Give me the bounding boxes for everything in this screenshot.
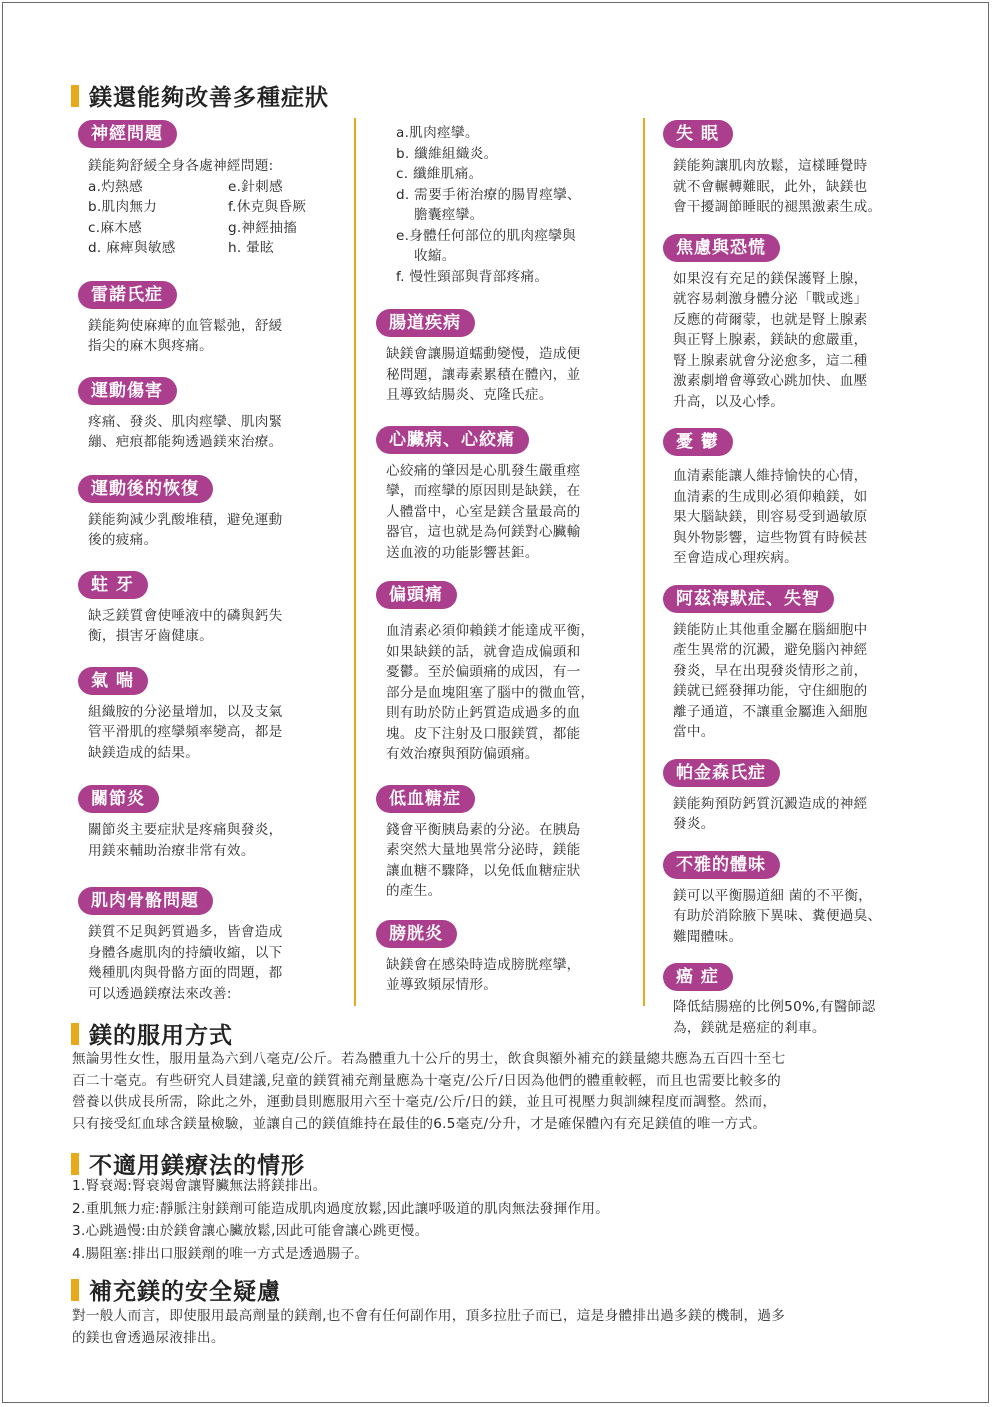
topic-heading: 偏頭痛	[376, 581, 457, 609]
column-2	[376, 123, 638, 1012]
section-title-dosage: 鎂的服用方式	[71, 1017, 233, 1050]
list-item: e.身體任何部位的肌肉痙攣與	[396, 227, 577, 244]
topic-heading: 雷諾氏症	[78, 281, 177, 309]
topic-heading: 運動後的恢復	[78, 475, 213, 503]
list-item: 3.心跳過慢:由於鎂會讓心臟放鬆,因此可能會讓心跳更慢。	[72, 1223, 429, 1239]
title-bar-icon	[71, 1279, 79, 1301]
topic-tooth-decay: 蛀 牙 缺乏鎂質會使唾液中的磷與鈣失 衡，損害牙齒健康。	[78, 571, 346, 647]
list-item: f. 慢性頸部與背部疼痛。	[396, 268, 549, 285]
topic-heading: 肌肉骨骼問題	[78, 887, 213, 915]
topic-musculoskeletal: 肌肉骨骼問題 鎂質不足與鈣質過多，皆會造成 身體各處肌肉的持續收縮，以下 幾種肌肉與骨骼方面的問題，都 可以透過鎂療法來改善:	[78, 887, 346, 1004]
topic-heading: 心臟病、心絞痛	[376, 426, 529, 454]
column-divider-1	[354, 118, 356, 1006]
topic-heading: 不雅的體味	[663, 851, 780, 879]
topic-cystitis: 膀胱炎 缺鎂會在感染時造成膀胱痙攣， 並導致頻尿情形。	[376, 920, 638, 996]
topic-asthma: 氣 喘 組織胺的分泌量增加，以及支氣 管平滑肌的痙攣頻率變高，都是 缺鎂造成的結果。	[78, 667, 346, 764]
topic-body-odor: 不雅的體味 鎂可以平衡腸道細 菌的不平衡， 有助於消除腋下異味、糞便過臭、 難聞體味。	[663, 851, 923, 948]
topic-heading: 氣 喘	[78, 667, 148, 695]
topic-sports-injury: 運動傷害 疼痛、發炎、肌肉痙攣、肌肉緊 繃、疤痕都能夠透過鎂來治療。	[78, 377, 346, 453]
topic-cancer: 癌 症 降低結腸癌的比例50%,有醫師認 為，鎂就是癌症的剎車。	[663, 963, 923, 1038]
list-item: 4.腸阻塞:排出口服鎂劑的唯一方式是透過腸子。	[72, 1245, 369, 1262]
topic-insomnia: 失 眠 鎂能夠讓肌肉放鬆，這樣睡覺時 就不會輾轉難眠，此外，缺鎂也 會干擾調節睡眠的褪黑激素生成。	[663, 120, 923, 218]
topic-heading: 阿茲海默症、失智	[663, 585, 834, 613]
column-divider-2	[643, 118, 645, 1006]
list-item: 2.重肌無力症:靜脈注射鎂劑可能造成肌肉過度放鬆,因此讓呼吸道的肌肉無法發揮作用。	[72, 1200, 610, 1217]
contraindication-list	[72, 1175, 922, 1265]
list-item: a.肌肉痙攣。	[396, 125, 479, 141]
topic-heading: 蛀 牙	[78, 571, 148, 599]
section-title-symptoms: 鎂還能夠改善多種症狀	[71, 79, 329, 112]
topic-heart: 心臟病、心絞痛 心絞痛的肇因是心肌發生嚴重痙 攣，而痙攣的原因則是缺鎂，在 人體當中，心室是鎂含量最高的 器官，這也就是為何鎂對心臟輸 送血液的功能影響甚鉅。	[376, 426, 638, 564]
dosage-paragraph: 無論男性女性，服用量為六到八毫克/公斤。若為體重九十公斤的男士，飲食與額外補充的鎂量總共應為五百四十至七 百二十毫克。有些研究人員建議,兒童的鎂質補充劑量應為十毫克/公斤/日因為他們的體重較輕，而且也需要比較多的 營養以供成長所需，除此之外，運動員則應服用六至十毫克/公斤/日的鎂，並且可視壓力與訓練程度而調整。然而， 只有接受紅血球含鎂量檢驗，並讓自己的鎂值維持在最佳的6.5毫克/分升，才是確保體內有充足鎂值的唯一方式。	[72, 1051, 786, 1132]
page	[2, 2, 989, 1403]
topic-heading: 焦慮與恐慌	[663, 234, 780, 262]
topic-arthritis: 關節炎 關節炎主要症狀是疼痛與發炎， 用鎂來輔助治療非常有效。	[78, 785, 346, 861]
topic-heading: 失 眠	[663, 120, 733, 148]
title-bar-icon	[71, 85, 79, 107]
topic-heading: 低血糖症	[376, 785, 475, 813]
nerve-symptom-grid: a.灼熱感 e.針刺感 b.肌肉無力 f.休克與昏厥 c.麻木感 g.神經抽搐 d. 麻痺與敏感 h. 暈眩	[88, 178, 307, 256]
topic-migraine: 偏頭痛 血清素必須仰賴鎂才能達成平衡， 如果缺鎂的話，就會造成偏頭和 憂鬱。至於偏頭痛的成因，有一 部分是血塊阻塞了腦中的微血管， 則有助於防止鈣質造成過多的血 塊。皮下注射及口服鎂質，都能 有效治療與預防偏頭痛。	[376, 581, 638, 765]
topic-heading: 關節炎	[78, 785, 159, 813]
title-bar-icon	[71, 1153, 79, 1175]
topic-parkinsons: 帕金森氏症 鎂能夠預防鈣質沉澱造成的神經 發炎。	[663, 759, 923, 835]
section-title-safety: 補充鎂的安全疑慮	[71, 1273, 281, 1306]
topic-nerve: 神經問題 鎂能夠舒緩全身各處神經問題: a.灼熱感 e.針刺感 b.肌肉無力 f.休克與昏厥 c.麻木感 g.神經抽搐 d. 麻痺與敏感 h. 暈眩	[78, 120, 346, 259]
topic-heading: 膀胱炎	[376, 920, 457, 948]
list-item: b. 纖維組織炎。	[396, 145, 498, 162]
topic-depression: 憂 鬱 血清素能讓人維持愉快的心情， 血清素的生成則必須仰賴鎂，如 果大腦缺鎂，則容易受到過敏原 與外物影響，這些物質有時候甚 至會造成心理疾病。	[663, 428, 923, 569]
section-title-contraindications: 不適用鎂療法的情形	[71, 1147, 305, 1180]
column-1	[78, 120, 346, 1020]
topic-heading: 帕金森氏症	[663, 759, 780, 787]
topic-intestinal: 腸道疾病 缺鎂會讓腸道蠕動變慢，造成便 秘問題，讓毒素累積在體內，並 且導致結腸炎、克隆氏症。	[376, 309, 638, 406]
topic-heading: 憂 鬱	[663, 428, 733, 456]
topic-heading: 腸道疾病	[376, 309, 475, 337]
safety-paragraph: 對一般人而言，即使服用最高劑量的鎂劑,也不會有任何副作用，頂多拉肚子而已，這是身體排出過多鎂的機制，過多 的鎂也會透過尿液排出。	[72, 1308, 786, 1346]
topic-hypoglycemia: 低血糖症 錢會平衡胰島素的分泌。在胰島 素突然大量地異常分泌時，鎂能 讓血糖不驟降，以免低血糖症狀 的產生。	[376, 785, 638, 902]
column-3	[663, 120, 923, 1054]
list-item: c. 纖維肌痛。	[396, 166, 483, 182]
topic-heading: 運動傷害	[78, 377, 177, 405]
title-bar-icon	[71, 1023, 79, 1045]
topic-anxiety: 焦慮與恐慌 如果沒有充足的鎂保護腎上腺， 就容易刺激身體分泌「戰或逃」 反應的荷爾蒙，也就是腎上腺素 與正腎上腺素，鎂缺的愈嚴重， 腎上腺素就會分泌愈多，這二種 激素劇增會導致心跳加快、血壓 升高，以及心悸。	[663, 234, 923, 413]
muscle-problem-list: a.肌肉痙攣。 b. 纖維組織炎。 c. 纖維肌痛。 d. 需要手術治療的腸胃痙攣、 膽囊痙攣。 e.身體任何部位的肌肉痙攣與 收縮。 f. 慢性頸部與背部疼痛。	[396, 123, 638, 287]
list-item: d. 需要手術治療的腸胃痙攣、	[396, 186, 581, 203]
topic-heading: 癌 症	[663, 963, 733, 991]
topic-recovery: 運動後的恢復 鎂能夠減少乳酸堆積，避免運動 後的疲痛。	[78, 475, 346, 551]
topic-raynaud: 雷諾氏症 鎂能夠使麻痺的血管鬆弛，舒緩 指尖的麻木與疼痛。	[78, 281, 346, 357]
topic-heading: 神經問題	[78, 120, 177, 148]
topic-alzheimers: 阿茲海默症、失智 鎂能防止其他重金屬在腦細胞中 產生異常的沉澱，避免腦內神經 發炎，早在出現發炎情形之前， 鎂就已經發揮功能，守住細胞的 離子通道，不讓重金屬進入細胞 當中。	[663, 585, 923, 743]
list-item: 1.腎衰竭:腎衰竭會讓腎臟無法將鎂排出。	[72, 1178, 327, 1194]
